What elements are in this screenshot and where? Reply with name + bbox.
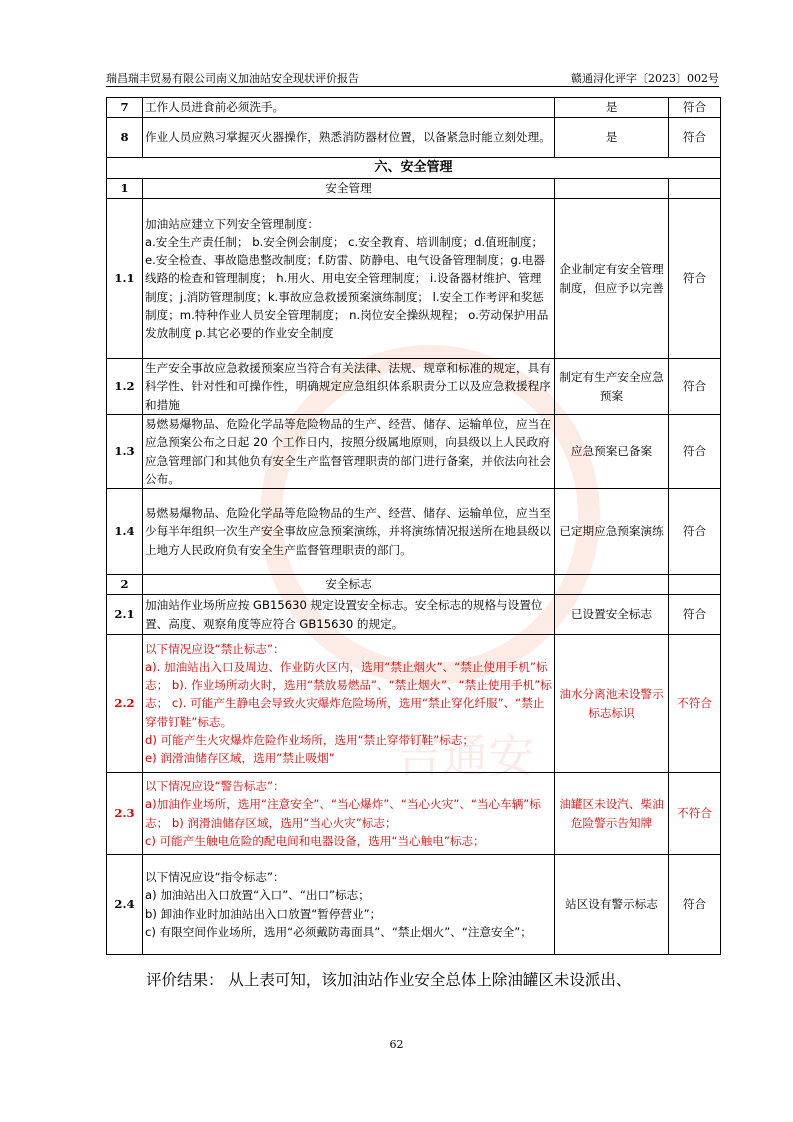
row-number: 2.2 bbox=[107, 635, 143, 773]
compliance-result: 符合 bbox=[669, 359, 721, 415]
requirement-text bbox=[143, 635, 555, 773]
requirement-line: d) 可能产生火灾爆炸危险作业场所，选用“禁止穿带钉鞋”标志； bbox=[145, 732, 475, 747]
empty-cell bbox=[555, 575, 669, 595]
table-row bbox=[107, 98, 721, 118]
table-row bbox=[107, 773, 721, 855]
group-row bbox=[107, 179, 721, 199]
report-title: 瑞昌瑞丰贸易有限公司南义加油站安全现状评价报告 bbox=[106, 72, 359, 85]
watermark-text: 吉通安 bbox=[396, 729, 534, 783]
requirement-text bbox=[143, 855, 555, 955]
requirement-line: 以下情况应设“禁止标志”： bbox=[145, 641, 285, 656]
requirement-line: a) 加油站出入口放置“入口”、“出口”标志； bbox=[145, 888, 370, 903]
compliance-result: 符合 bbox=[669, 415, 721, 489]
requirement-line: a.安全生产责任制； b.安全例会制度； c.安全教育、培训制度；d.值班制度； e.安全检查、事故隐患整改制度；f.防雷、防静电、电气设备管理制度；g.电器线路的检查和管理制度； h.用火、用电安全管理制度； i.设备器材维护、管理制度；j.消防管理制度；k.事故应急救援预案演练制度； l.安全工作考评和奖惩制度；m.特种作业人员安全管理制度； n.岗位安全操纵规程； o.劳动保护用品发放制度 p.其它必要的作业安全制度 bbox=[145, 234, 549, 340]
requirement-line: 易燃易爆物品、危险化学品等危险物品的生产、经营、储存、运输单位，应当至少每半年组织一次生产安全事故应急预案演练，并将演练情况报送所在地县级以上地方人民政府负有安全生产监督管理职责的部门。 bbox=[145, 506, 551, 557]
actual-status: 已设置安全标志 bbox=[555, 595, 669, 635]
compliance-result: 不符合 bbox=[669, 635, 721, 773]
requirement-line: 加油站作业场所应按 GB15630 规定设置安全标志。安全标志的规格与设置位置、高度、观察角度等应符合 GB15630 的规定。 bbox=[145, 598, 543, 631]
requirement-line: 易燃易爆物品、危险化学品等危险物品的生产、经营、储存、运输单位，应当在应急预案公布之日起 20 个工作日内，按照分级属地原则，向县级以上人民政府应急管理部门和其他负有安全生产监督管理职责的部门进行备案，并依法向社会公布。 bbox=[145, 417, 551, 486]
row-number: 1.3 bbox=[107, 415, 143, 489]
actual-status: 是 bbox=[555, 118, 669, 158]
group-number: 1 bbox=[107, 179, 143, 199]
compliance-result: 符合 bbox=[669, 595, 721, 635]
report-number: 赣通浔化评字〔2023〕002号 bbox=[571, 72, 719, 85]
requirement-text bbox=[143, 359, 555, 415]
requirement-text bbox=[143, 595, 555, 635]
requirement-line: 作业人员应熟习掌握灭火器操作，熟悉消防器材位置，以备紧急时能立刻处理。 bbox=[145, 130, 551, 145]
row-number: 1.4 bbox=[107, 489, 143, 575]
actual-status: 企业制定有安全管理制度，但应予以完善 bbox=[555, 199, 669, 359]
compliance-result: 符合 bbox=[669, 855, 721, 955]
group-label: 安全标志 bbox=[143, 575, 555, 595]
actual-status: 已定期应急预案演练 bbox=[555, 489, 669, 575]
table-row bbox=[107, 415, 721, 489]
requirement-line: a)加油作业场所，选用“注意安全”、“当心爆炸”、“当心火灾”、“当心车辆”标志； b) 润滑油储存区域，选用“当心火灾”标志； bbox=[145, 797, 541, 830]
evaluation-result-text: 评价结果： 从上表可知，该加油站作业安全总体上除油罐区未设派出、 bbox=[146, 971, 632, 989]
requirement-text bbox=[143, 98, 555, 118]
row-number: 7 bbox=[107, 98, 143, 118]
requirement-text bbox=[143, 199, 555, 359]
compliance-result: 符合 bbox=[669, 118, 721, 158]
requirement-line: 加油站应建立下列安全管理制度： bbox=[145, 216, 319, 231]
row-number: 8 bbox=[107, 118, 143, 158]
actual-status: 油罐区未设汽、柴油危险警示告知牌 bbox=[555, 773, 669, 855]
compliance-result: 符合 bbox=[669, 98, 721, 118]
table-row bbox=[107, 595, 721, 635]
requirement-line: 以下情况应设“警告标志”： bbox=[145, 779, 285, 794]
requirement-line: c) 可能产生触电危险的配电间和电器设备，选用“当心触电”标志； bbox=[145, 833, 485, 848]
requirement-line: c) 有限空间作业场所，选用“必须戴防毒面具”、“禁止烟火”、“注意安全”； bbox=[145, 924, 532, 939]
page-header bbox=[106, 70, 719, 87]
table-row bbox=[107, 855, 721, 955]
empty-cell bbox=[669, 575, 721, 595]
requirement-text bbox=[143, 415, 555, 489]
actual-status: 应急预案已备案 bbox=[555, 415, 669, 489]
actual-status: 站区设有警示标志 bbox=[555, 855, 669, 955]
compliance-result: 符合 bbox=[669, 199, 721, 359]
actual-status: 制定有生产安全应急预案 bbox=[555, 359, 669, 415]
compliance-result: 符合 bbox=[669, 489, 721, 575]
group-row bbox=[107, 575, 721, 595]
table-row bbox=[107, 199, 721, 359]
requirement-line: 生产安全事故应急救援预案应当符合有关法律、法规、规章和标准的规定，具有科学性、针对性和可操作性，明确规定应急组织体系职责分工以及应急救援程序和措施 bbox=[145, 361, 551, 412]
empty-cell bbox=[669, 179, 721, 199]
requirement-line: 工作人员进食前必须洗手。 bbox=[145, 100, 285, 115]
row-number: 2.1 bbox=[107, 595, 143, 635]
table-row bbox=[107, 359, 721, 415]
requirement-line: 以下情况应设“指令标志”： bbox=[145, 870, 285, 885]
page-number: 62 bbox=[389, 1038, 404, 1051]
group-number: 2 bbox=[107, 575, 143, 595]
table-row bbox=[107, 489, 721, 575]
table-row bbox=[107, 635, 721, 773]
requirement-line: b) 卸油作业时加油站出入口放置“暂停营业”； bbox=[145, 906, 382, 921]
section-title-row bbox=[107, 158, 721, 179]
row-number: 1.2 bbox=[107, 359, 143, 415]
requirement-text bbox=[143, 773, 555, 855]
actual-status: 是 bbox=[555, 98, 669, 118]
row-number: 2.4 bbox=[107, 855, 143, 955]
section-title: 六、安全管理 bbox=[107, 158, 721, 179]
requirement-text bbox=[143, 118, 555, 158]
requirement-line: a). 加油站出入口及周边、作业防火区内，选用“禁止烟火”、“禁止使用手机”标志； b). 作业场所动火时，选用“禁放易燃品”、“禁止烟火”、“禁止使用手机”标志； c). 可能产生静电会导致火灾爆炸危险场所，选用“禁止穿化纤服”、“禁止穿带钉鞋”标志。 bbox=[145, 659, 552, 729]
row-number: 2.3 bbox=[107, 773, 143, 855]
assessment-table bbox=[106, 97, 721, 955]
row-number: 1.1 bbox=[107, 199, 143, 359]
actual-status: 油水分离池未设警示标志标识 bbox=[555, 635, 669, 773]
compliance-result: 不符合 bbox=[669, 773, 721, 855]
group-label: 安全管理 bbox=[143, 179, 555, 199]
requirement-line: e) 润滑油储存区域，选用“禁止吸烟” bbox=[145, 751, 335, 765]
requirement-text bbox=[143, 489, 555, 575]
table-row bbox=[107, 118, 721, 158]
empty-cell bbox=[555, 179, 669, 199]
